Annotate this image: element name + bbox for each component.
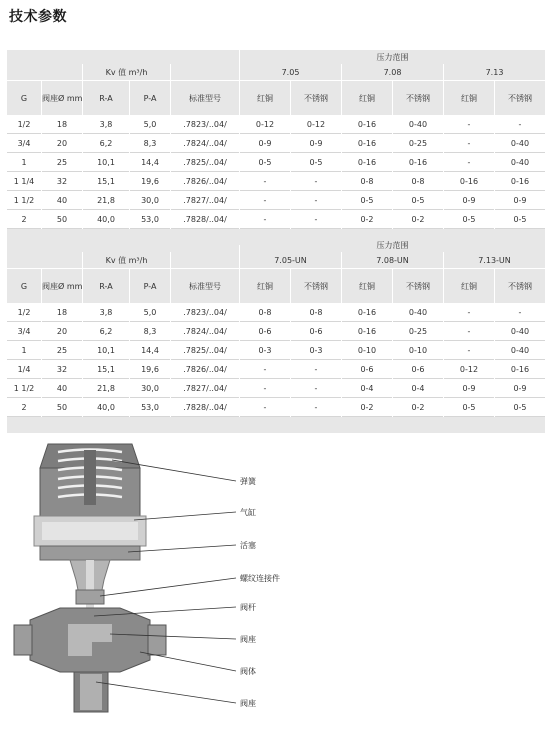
cell-pressure-range: -	[444, 153, 494, 172]
pressure-group-header: 7.05-UN	[240, 252, 341, 268]
cell-model: .7824/..04/	[171, 322, 239, 341]
cell-model: .7828/..04/	[171, 398, 239, 417]
header-blank	[171, 252, 239, 268]
cell-seat-diameter: 25	[42, 341, 82, 360]
cell-model: .7826/..04/	[171, 172, 239, 191]
cell-seat-diameter: 40	[42, 191, 82, 210]
col-material-stainless-header: 不锈钢	[393, 268, 443, 303]
cell-pressure-range: -	[240, 191, 290, 210]
col-material-stainless-header: 不锈钢	[291, 268, 341, 303]
cell-seat-diameter: 32	[42, 172, 82, 191]
cell-pressure-range: -	[444, 303, 494, 322]
cell-pressure-range: 0-5	[342, 191, 392, 210]
col-model-header: 标准型号	[171, 268, 239, 303]
cell-pressure-range: 0-8	[393, 172, 443, 191]
cell-pressure-range: 0-16	[342, 134, 392, 153]
col-material-red-copper-header: 红铜	[240, 80, 290, 115]
cell-pressure-range: -	[291, 172, 341, 191]
cell-kv-ra: 10,1	[83, 341, 129, 360]
cell-seat-diameter: 25	[42, 153, 82, 172]
cell-kv-ra: 40,0	[83, 398, 129, 417]
col-model-header: 标准型号	[171, 80, 239, 115]
cell-kv-pa: 19,6	[130, 360, 170, 379]
kv-header: Kv 值 m³/h	[83, 64, 170, 80]
cell-seat-diameter: 40	[42, 379, 82, 398]
cell-pressure-range: 0-12	[240, 115, 290, 134]
cell-pressure-range: 0-6	[342, 360, 392, 379]
cell-pressure-range: -	[444, 341, 494, 360]
col-material-red-copper-header: 红铜	[240, 268, 290, 303]
cell-g: 3/4	[7, 134, 41, 153]
cell-pressure-range: 0-10	[393, 341, 443, 360]
cell-kv-ra: 3,8	[83, 303, 129, 322]
label-body: 阀体	[240, 667, 256, 676]
cell-kv-pa: 14,4	[130, 341, 170, 360]
col-material-stainless-header: 不锈钢	[495, 80, 545, 115]
cell-kv-pa: 30,0	[130, 191, 170, 210]
label-stem: 阀杆	[240, 603, 256, 612]
label-seat-upper: 阀座	[240, 635, 256, 644]
cell-pressure-range: 0-5	[444, 398, 494, 417]
col-material-stainless-header: 不锈钢	[495, 268, 545, 303]
pressure-group-header: 7.05	[240, 64, 341, 80]
cell-kv-pa: 5,0	[130, 303, 170, 322]
cell-pressure-range: -	[444, 115, 494, 134]
col-ra-header: R-A	[83, 80, 129, 115]
cell-pressure-range: -	[495, 303, 545, 322]
cell-kv-ra: 15,1	[83, 360, 129, 379]
valve-diagram	[0, 430, 559, 730]
cell-pressure-range: 0-3	[291, 341, 341, 360]
cell-pressure-range: 0-3	[240, 341, 290, 360]
cell-g: 1 1/4	[7, 172, 41, 191]
cell-kv-ra: 6,2	[83, 322, 129, 341]
header-blank	[7, 252, 82, 268]
cell-seat-diameter: 50	[42, 210, 82, 229]
cell-g: 1/4	[7, 360, 41, 379]
cell-kv-ra: 21,8	[83, 379, 129, 398]
cell-pressure-range: -	[240, 172, 290, 191]
cell-kv-ra: 3,8	[83, 115, 129, 134]
pressure-group-header: 7.13-UN	[444, 252, 545, 268]
cell-pressure-range: -	[240, 360, 290, 379]
table-row	[7, 191, 545, 210]
cell-pressure-range: 0-40	[393, 303, 443, 322]
cell-pressure-range: 0-16	[342, 115, 392, 134]
cell-pressure-range: 0-5	[444, 210, 494, 229]
cell-pressure-range: 0-8	[240, 303, 290, 322]
table-row	[7, 303, 545, 322]
label-piston: 活塞	[240, 541, 256, 550]
cell-pressure-range: 0-16	[342, 303, 392, 322]
cell-kv-ra: 15,1	[83, 172, 129, 191]
cell-pressure-range: 0-16	[444, 172, 494, 191]
table-row	[7, 341, 545, 360]
cell-pressure-range: 0-5	[291, 153, 341, 172]
col-seat-diameter-header: 阀座Ø mm	[42, 268, 82, 303]
cell-kv-pa: 53,0	[130, 398, 170, 417]
cell-pressure-range: 0-16	[342, 322, 392, 341]
col-material-red-copper-header: 红铜	[342, 268, 392, 303]
cell-pressure-range: 0-25	[393, 322, 443, 341]
col-material-red-copper-header: 红铜	[444, 268, 494, 303]
cell-pressure-range: 0-2	[393, 398, 443, 417]
cell-model: .7828/..04/	[171, 210, 239, 229]
header-blank	[171, 64, 239, 80]
cell-g: 1/2	[7, 303, 41, 322]
cell-pressure-range: 0-6	[240, 322, 290, 341]
cell-model: .7827/..04/	[171, 379, 239, 398]
cell-model: .7825/..04/	[171, 341, 239, 360]
label-cylinder: 气缸	[240, 508, 256, 517]
pressure-range-header: 压力范围	[240, 50, 545, 64]
cell-g: 1/2	[7, 115, 41, 134]
cell-pressure-range: 0-10	[342, 341, 392, 360]
header-blank	[7, 238, 239, 252]
cell-pressure-range: -	[291, 191, 341, 210]
spec-table	[6, 238, 546, 433]
cell-g: 3/4	[7, 322, 41, 341]
cell-pressure-range: -	[240, 379, 290, 398]
col-material-stainless-header: 不锈钢	[291, 80, 341, 115]
col-g-header: G	[7, 80, 41, 115]
col-material-red-copper-header: 红铜	[342, 80, 392, 115]
cell-model: .7827/..04/	[171, 191, 239, 210]
cell-seat-diameter: 32	[42, 360, 82, 379]
cell-kv-pa: 8,3	[130, 134, 170, 153]
cell-kv-pa: 5,0	[130, 115, 170, 134]
col-pa-header: P-A	[130, 268, 170, 303]
col-material-red-copper-header: 红铜	[444, 80, 494, 115]
header-blank	[7, 64, 82, 80]
label-seat-lower: 阀座	[240, 699, 256, 708]
cell-pressure-range: 0-5	[495, 398, 545, 417]
cell-pressure-range: 0-40	[495, 134, 545, 153]
cell-kv-pa: 30,0	[130, 379, 170, 398]
cell-pressure-range: 0-5	[495, 210, 545, 229]
table-row	[7, 379, 545, 398]
header-blank	[7, 50, 239, 64]
cell-g: 1	[7, 341, 41, 360]
cell-pressure-range: -	[444, 322, 494, 341]
cell-kv-pa: 8,3	[130, 322, 170, 341]
pressure-group-header: 7.08	[342, 64, 443, 80]
cell-g: 2	[7, 210, 41, 229]
cell-model: .7825/..04/	[171, 153, 239, 172]
cell-pressure-range: 0-9	[291, 134, 341, 153]
cell-pressure-range: 0-16	[495, 360, 545, 379]
cell-pressure-range: 0-9	[495, 191, 545, 210]
cell-pressure-range: 0-25	[393, 134, 443, 153]
cell-g: 1 1/2	[7, 379, 41, 398]
cell-pressure-range: 0-4	[393, 379, 443, 398]
cell-kv-pa: 53,0	[130, 210, 170, 229]
cell-kv-ra: 40,0	[83, 210, 129, 229]
cell-pressure-range: 0-40	[495, 341, 545, 360]
cell-seat-diameter: 18	[42, 115, 82, 134]
cell-pressure-range: 0-4	[342, 379, 392, 398]
table-row	[7, 134, 545, 153]
col-g-header: G	[7, 268, 41, 303]
table-row	[7, 115, 545, 134]
label-spring: 弹簧	[240, 477, 256, 486]
cell-g: 2	[7, 398, 41, 417]
table-row	[7, 210, 545, 229]
cell-model: .7826/..04/	[171, 360, 239, 379]
cell-pressure-range: 0-16	[342, 153, 392, 172]
cell-pressure-range: 0-9	[240, 134, 290, 153]
cell-pressure-range: 0-2	[393, 210, 443, 229]
col-seat-diameter-header: 阀座Ø mm	[42, 80, 82, 115]
cell-kv-ra: 10,1	[83, 153, 129, 172]
kv-header: Kv 值 m³/h	[83, 252, 170, 268]
cell-pressure-range: -	[495, 115, 545, 134]
cell-seat-diameter: 18	[42, 303, 82, 322]
cell-pressure-range: 0-8	[291, 303, 341, 322]
cell-model: .7823/..04/	[171, 115, 239, 134]
cell-kv-pa: 14,4	[130, 153, 170, 172]
cell-pressure-range: 0-9	[495, 379, 545, 398]
table-row	[7, 172, 545, 191]
label-threaded-connector: 螺纹连接件	[240, 574, 280, 583]
cell-pressure-range: 0-16	[495, 172, 545, 191]
cell-pressure-range: 0-16	[393, 153, 443, 172]
cell-pressure-range: 0-12	[291, 115, 341, 134]
pressure-range-header: 压力范围	[240, 238, 545, 252]
pressure-group-header: 7.13	[444, 64, 545, 80]
cell-pressure-range: -	[291, 398, 341, 417]
cell-kv-pa: 19,6	[130, 172, 170, 191]
cell-pressure-range: 0-8	[342, 172, 392, 191]
cell-pressure-range: 0-40	[495, 322, 545, 341]
cell-pressure-range: 0-9	[444, 191, 494, 210]
cell-model: .7824/..04/	[171, 134, 239, 153]
cell-model: .7823/..04/	[171, 303, 239, 322]
spec-table	[6, 50, 546, 245]
table-row	[7, 153, 545, 172]
cell-kv-ra: 21,8	[83, 191, 129, 210]
cell-pressure-range: -	[240, 210, 290, 229]
cell-seat-diameter: 50	[42, 398, 82, 417]
table-row	[7, 322, 545, 341]
cell-pressure-range: 0-2	[342, 210, 392, 229]
cell-kv-ra: 6,2	[83, 134, 129, 153]
table-row	[7, 360, 545, 379]
cell-pressure-range: -	[291, 210, 341, 229]
cell-pressure-range: -	[240, 398, 290, 417]
cell-pressure-range: 0-40	[393, 115, 443, 134]
table-row	[7, 398, 545, 417]
cell-seat-diameter: 20	[42, 134, 82, 153]
cell-pressure-range: 0-40	[495, 153, 545, 172]
col-ra-header: R-A	[83, 268, 129, 303]
cell-pressure-range: 0-12	[444, 360, 494, 379]
cell-pressure-range: -	[291, 379, 341, 398]
cell-g: 1 1/2	[7, 191, 41, 210]
cell-pressure-range: -	[291, 360, 341, 379]
cell-pressure-range: -	[444, 134, 494, 153]
col-pa-header: P-A	[130, 80, 170, 115]
cell-pressure-range: 0-5	[240, 153, 290, 172]
cell-pressure-range: 0-6	[291, 322, 341, 341]
cell-pressure-range: 0-5	[393, 191, 443, 210]
cell-pressure-range: 0-6	[393, 360, 443, 379]
cell-pressure-range: 0-9	[444, 379, 494, 398]
page-title: 技术参数	[9, 9, 67, 25]
cell-pressure-range: 0-2	[342, 398, 392, 417]
cell-seat-diameter: 20	[42, 322, 82, 341]
pressure-group-header: 7.08-UN	[342, 252, 443, 268]
cell-g: 1	[7, 153, 41, 172]
col-material-stainless-header: 不锈钢	[393, 80, 443, 115]
